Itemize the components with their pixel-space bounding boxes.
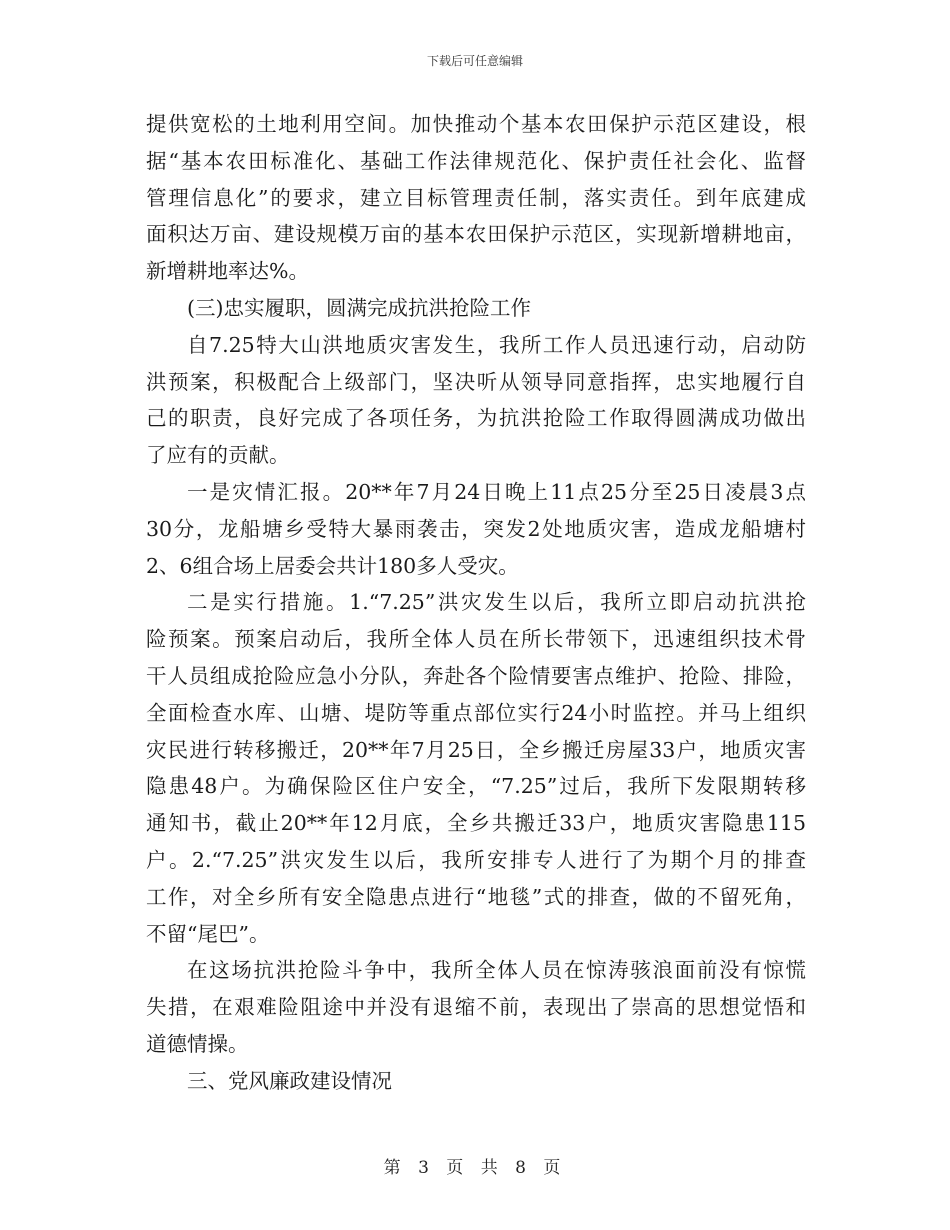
text-line: 2、6组合场上居委会共计180多人受灾。	[146, 553, 519, 578]
text-line: 全面检查水库、山塘、堤防等重点部位实行24小时监控。并马上组织	[146, 700, 806, 725]
text-line: 失措，在艰难险阻途中并没有退缩不前，表现出了崇高的思想觉悟和	[146, 995, 806, 1020]
text-line: 户。2.“7.25”洪灾发生以后，我所安排专人进行了为期个月的排查	[146, 847, 806, 872]
page-header-note: 下载后可任意编辑	[426, 54, 523, 68]
text-line: 险预案。预案启动后，我所全体人员在所长带领下，迅速组织技术骨	[146, 627, 806, 652]
text-line: 隐患48户。为确保险区住户安全，“7.25”过后，我所下发限期转移	[146, 774, 806, 799]
text-line: 一是灾情汇报。20**年7月24日晚上11点25分至25日凌晨3点	[187, 479, 806, 504]
text-line: 干人员组成抢险应急小分队，奔赴各个险情要害点维护、抢险、排险，	[146, 663, 806, 688]
text-line: 三、党风廉政建设情况	[187, 1068, 392, 1093]
text-line: 己的职责，良好完成了各项任务，为抗洪抢险工作取得圆满成功做出	[146, 406, 806, 431]
text-line: 不留“尾巴”。	[146, 921, 270, 946]
text-line: 管理信息化”的要求，建立目标管理责任制，落实责任。到年底建成	[146, 185, 806, 210]
text-line: 洪预案，积极配合上级部门，坚决听从领导同意指挥，忠实地履行自	[146, 369, 806, 394]
text-line: 新增耕地率达%。	[146, 259, 309, 284]
text-line: 在这场抗洪抢险斗争中，我所全体人员在惊涛骇浪面前没有惊慌	[187, 958, 806, 983]
text-line: 提供宽松的土地利用空间。加快推动个基本农田保护示范区建设，根	[146, 112, 806, 136]
text-line: (三)忠实履职，圆满完成抗洪抢险工作	[187, 295, 531, 320]
page-number-footer: 第 3 页 共 8 页	[383, 1158, 567, 1178]
text-line: 自7.25特大山洪地质灾害发生，我所工作人员迅速行动，启动防	[187, 332, 806, 357]
text-line: 道德情操。	[146, 1031, 249, 1056]
text-line: 工作，对全乡所有安全隐患点进行“地毯”式的排查，做的不留死角，	[146, 884, 806, 909]
text-line: 面积达万亩、建设规模万亩的基本农田保护示范区，实现新增耕地亩，	[146, 222, 806, 247]
text-line: 通知书，截止20**年12月底，全乡共搬迁33户，地质灾害隐患115	[146, 811, 806, 836]
text-line: 30分，龙船塘乡受特大暴雨袭击，突发2处地质灾害，造成龙船塘村	[146, 516, 806, 541]
document-body	[146, 106, 806, 1100]
text-line: 据“基本农田标准化、基础工作法律规范化、保护责任社会化、监督	[146, 148, 806, 173]
text-line: 灾民进行转移搬迁，20**年7月25日，全乡搬迁房屋33户，地质灾害	[146, 737, 806, 762]
text-line: 二是实行措施。1.“7.25”洪灾发生以后，我所立即启动抗洪抢	[187, 590, 806, 615]
text-line: 了应有的贡献。	[146, 443, 290, 468]
